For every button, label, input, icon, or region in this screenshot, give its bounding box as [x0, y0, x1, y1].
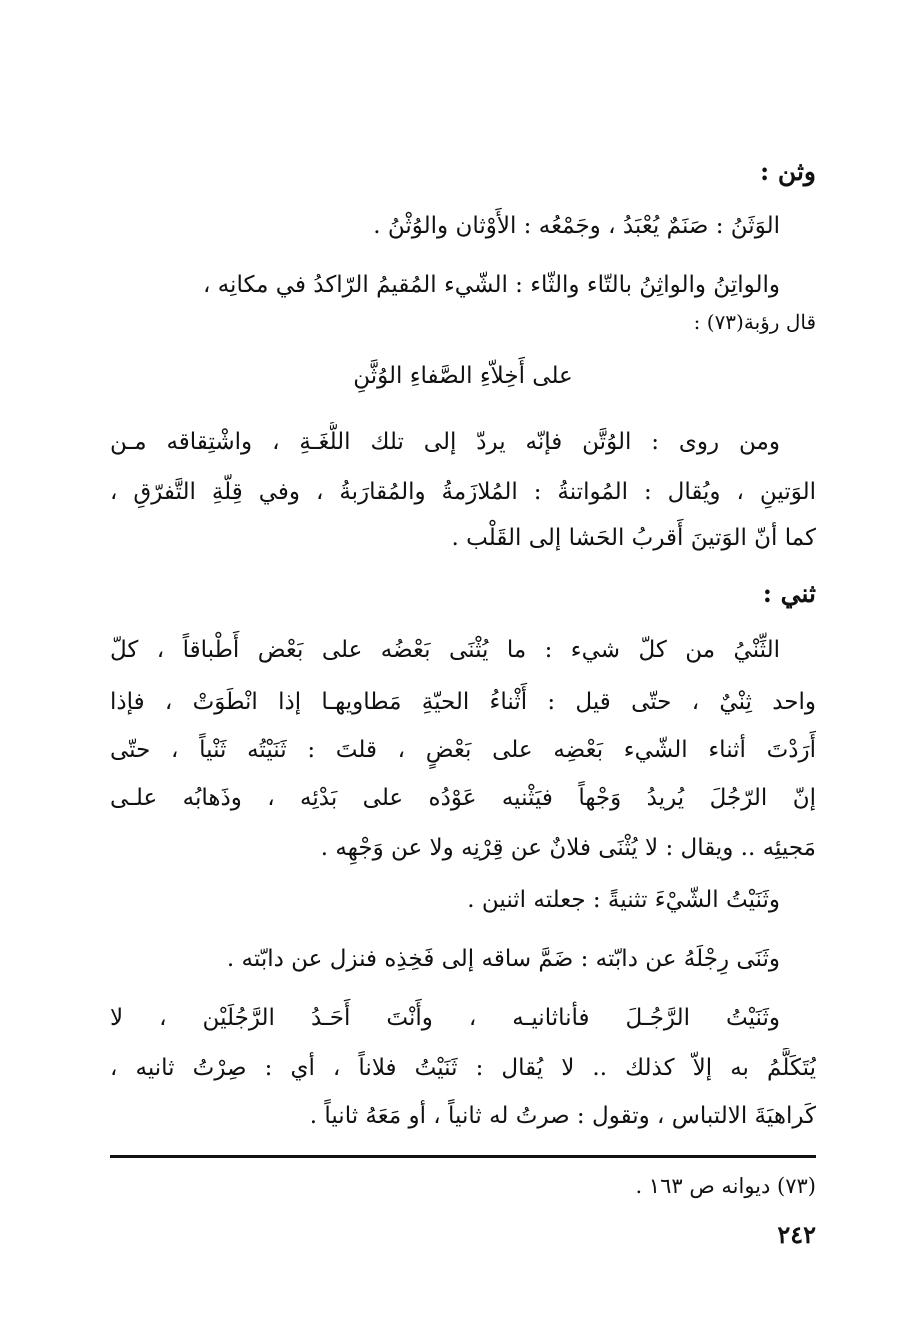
entry-heading-wathan: وثن :	[760, 157, 816, 186]
text-line: يُتَكَلَّمُ به إلاّ كذلك .. لا يُقال : ثَنَيْتُ فلاناً ، أي : صِرْتُ ثانيه ،	[110, 1055, 816, 1081]
text-line: قال رؤبة(٧٣) :	[693, 310, 816, 334]
text-line: الثِّنْيُ من كلّ شيء : ما يُثْنَى بَعْضُه على بَعْض أَطْباقاً ، كلّ	[110, 637, 780, 663]
text-line: والواتِنُ والواثِنُ بالتّاء والثّاء : الشّيء المُقيمُ الرّاكدُ في مكانِه ،	[202, 272, 780, 298]
text-line: مَجيئِه .. ويقال : لا يُثْنَى فلانٌ عن قِرْنِه ولا عن وَجْهِه .	[320, 835, 816, 861]
text-line: أَرَدْتَ أثناء الشّيء بَعْضِه على بَعْضٍ ، قلتَ : ثَنَيْتُه ثَنْياً ، حتّى	[110, 737, 816, 763]
text-line: الوَثَنُ : صَنَمٌ يُعْبَدُ ، وجَمْعُه : الأَوْثان والوُثْنُ .	[373, 213, 780, 239]
text-line: وثَنَى رِجْلَهُ عن دابّته : ضَمَّ ساقه إلى فَخِذِه فنزل عن دابّته .	[226, 946, 780, 972]
text-line: ومن روى : الوُتَّن فإنّه يردّ إلى تلك اللُّغَـةِ ، واشْتِقاقه مـن	[110, 429, 780, 455]
text-line: الوَتينِ ، ويُقال : المُواتنةُ : المُلازَمةُ والمُقارَبةُ ، وفي قِلّةِ التَّفرّقِ ،	[110, 479, 816, 505]
text-line: إنّ الرّجُلَ يُريدُ وَجْهاً فيَثْنيه عَوْدُه على بَدْئِه ، وذَهابُه علـى	[110, 785, 816, 811]
verse-line: على أَخِلاّءِ الصَّفاءِ الوُثَّنِ	[353, 363, 573, 389]
text-line: وثَنَيْتُ الشّيْءَ تثنيةً : جعلته اثنين .	[467, 887, 780, 913]
footnote-divider	[110, 1155, 816, 1158]
text-line: وثَنَيْتُ الرَّجُـلَ فأناثانيـه ، وأَنْتَ أَحَـدُ الرَّجُلَيْن ، لا	[110, 1005, 780, 1031]
document-page	[110, 150, 816, 1260]
footnote: (٧٣) ديوانه ص ١٦٣ .	[635, 1174, 816, 1198]
page-number: ٢٤٢	[777, 1220, 816, 1249]
text-line: واحد ثِنْيٌ ، حتّى قيل : أَثْناءُ الحيّةِ مَطاويهـا إذا انْطَوَتْ ، فإذا	[110, 689, 816, 715]
entry-heading-thani: ثني :	[762, 579, 816, 608]
text-line: كما أنّ الوَتينَ أَقربُ الحَشا إلى القَلْب .	[451, 525, 816, 551]
text-line: كَراهيَةَ الالتباس ، وتقول : صرتُ له ثانياً ، أو مَعَهُ ثانياً .	[309, 1103, 816, 1129]
